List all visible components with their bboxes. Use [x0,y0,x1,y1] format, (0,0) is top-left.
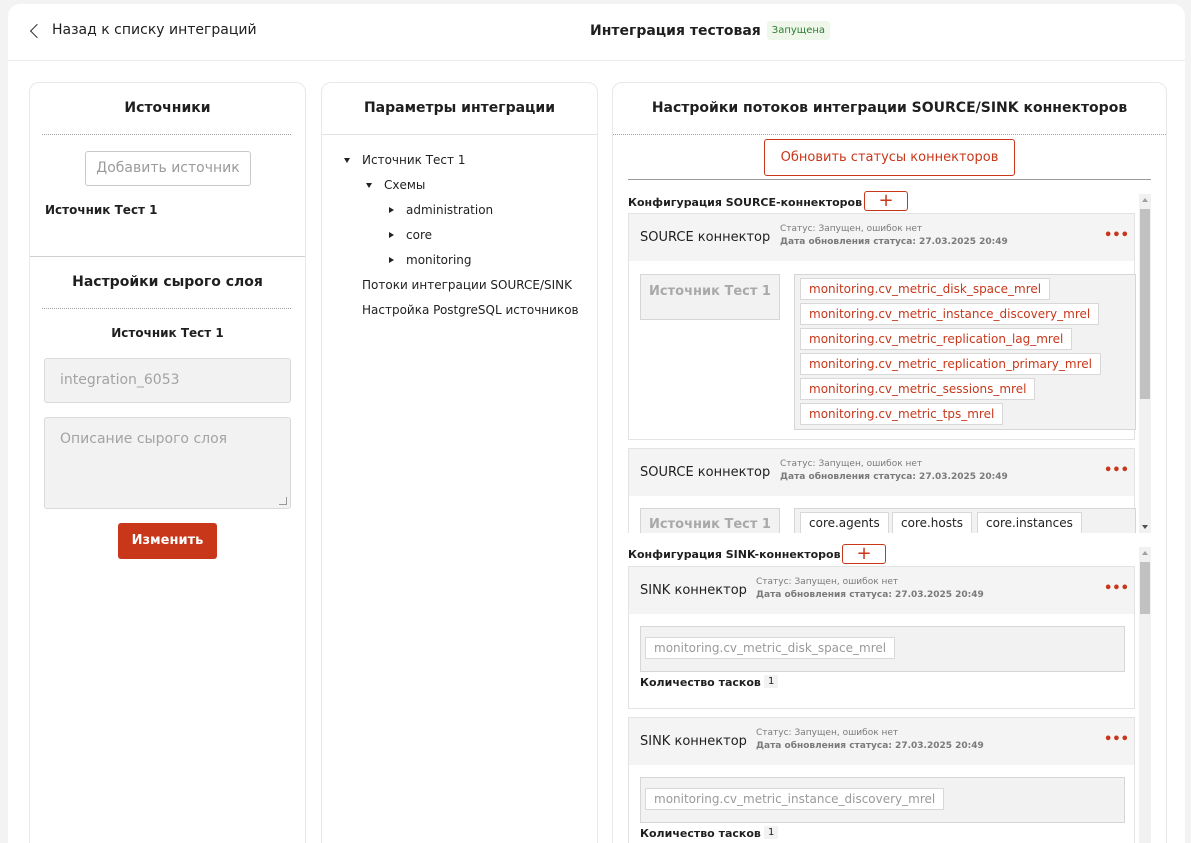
sources-panel [29,82,306,843]
tree-node-schema-core[interactable] [389,228,432,242]
table-tag[interactable]: monitoring.cv_metric_replication_primary_mrel [800,353,1101,375]
tasks-count-value: 1 [764,826,778,839]
table-tag[interactable]: core.instances [977,512,1082,533]
tree-node-label: Настройка PostgreSQL источников [362,303,579,317]
refresh-statuses-button[interactable]: Обновить статусы коннекторов [764,139,1015,176]
tree-node-schemas[interactable] [366,178,425,192]
page-header [8,4,1185,61]
source-list-scrollbar[interactable] [1139,194,1151,533]
connector-updated-text: Дата обновления статуса: 27.03.2025 20:49 [780,472,1008,482]
page-title: Интеграция тестовая [590,22,761,39]
raw-layer-name-field[interactable]: integration_6053 [44,358,291,403]
more-options-icon[interactable]: ••• [1104,732,1129,747]
connector-source-box: Источник Тест 1 [640,508,780,533]
table-tag: monitoring.cv_metric_disk_space_mrel [645,637,895,659]
back-link[interactable] [32,22,257,38]
plus-icon: + [856,543,872,564]
caret-down-icon[interactable] [366,183,372,188]
table-tag[interactable]: monitoring.cv_metric_disk_space_mrel [800,278,1050,300]
plus-icon: + [878,190,894,211]
connector-title: SINK коннектор [640,734,747,749]
tree-node-source[interactable] [344,153,465,167]
caret-down-icon[interactable] [344,158,350,163]
connector-source-box: Источник Тест 1 [640,274,780,320]
add-source-connector-button[interactable] [864,191,908,211]
sink-connector-card [628,566,1135,709]
caret-right-icon[interactable] [389,232,394,238]
caret-right-icon[interactable] [389,257,394,263]
resize-handle-icon[interactable] [279,497,287,505]
tree-node-label: administration [406,203,494,217]
section-divider [30,256,305,257]
connector-status-text: Статус: Запущен, ошибок нет [756,728,899,738]
sink-list-scrollbar[interactable] [1139,547,1151,843]
table-tag[interactable]: core.agents [800,512,889,533]
chevron-left-icon [30,23,44,37]
connector-updated-text: Дата обновления статуса: 27.03.2025 20:49 [780,237,1008,247]
tree-node-label: Потоки интеграции SOURCE/SINK [362,278,573,292]
raw-layer-description-field[interactable] [44,417,291,509]
connector-status [780,458,1008,484]
connector-tables-box [794,508,1136,533]
tree-node-label: core [406,228,432,242]
connector-tables-box [794,274,1136,430]
sink-connectors-list[interactable] [628,566,1151,843]
tree-node-schema-monitoring[interactable] [389,253,472,267]
connector-updated-text: Дата обновления статуса: 27.03.2025 20:49 [756,741,984,751]
sink-connector-card [628,717,1135,843]
add-sink-connector-button[interactable] [842,544,886,564]
connector-updated-text: Дата обновления статуса: 27.03.2025 20:49 [756,590,984,600]
more-options-icon[interactable]: ••• [1104,228,1129,243]
source-connector-card [628,448,1135,533]
sources-title: Источники [124,100,211,116]
connector-table-box [640,626,1125,672]
connector-status-text: Статус: Запущен, ошибок нет [756,577,899,587]
scroll-down-icon[interactable] [1142,525,1148,529]
divider [613,134,1166,135]
table-tag[interactable]: monitoring.cv_metric_replication_lag_mrel [800,328,1072,350]
divider [42,134,291,135]
connector-status-text: Статус: Запущен, ошибок нет [780,224,923,234]
tree-node-flows[interactable] [362,278,572,292]
table-tag[interactable]: monitoring.cv_metric_instance_discovery_mrel [800,303,1099,325]
scroll-up-icon[interactable] [1142,198,1148,202]
source-connector-card [628,213,1135,440]
back-link-label: Назад к списку интеграций [52,22,257,38]
tree-node-label: monitoring [406,253,472,267]
edit-button[interactable]: Изменить [118,523,217,559]
connector-title: SOURCE коннектор [640,230,771,245]
scroll-up-icon[interactable] [1142,551,1148,555]
params-title: Параметры интеграции [363,100,556,116]
table-tag[interactable]: monitoring.cv_metric_tps_mrel [800,403,1003,425]
sink-config-label: Конфигурация SINK-коннекторов [628,548,841,561]
add-source-button[interactable]: Добавить источник [85,151,251,186]
app-window [8,4,1185,843]
divider [628,179,1151,180]
flows-panel [612,82,1167,843]
source-config-label: Конфигурация SOURCE-коннекторов [628,196,863,209]
connector-status [780,223,1008,249]
scrollbar-thumb[interactable] [1140,209,1150,399]
tree-node-label: Источник Тест 1 [362,153,466,167]
tree-node-postgresql[interactable] [362,303,579,317]
source-connectors-list[interactable] [628,213,1151,533]
connector-status [756,576,984,602]
tasks-count-value: 1 [764,675,778,688]
tree-node-label: Схемы [384,178,426,192]
description-placeholder: Описание сырого слоя [60,431,228,447]
integration-title-wrap [590,21,830,40]
connector-table-box [640,777,1125,823]
raw-layer-title: Настройки сырого слоя [72,274,263,290]
source-item[interactable]: Источник Тест 1 [45,203,158,217]
table-tag[interactable]: monitoring.cv_metric_sessions_mrel [800,378,1035,400]
params-panel [321,82,598,843]
tasks-count-label: Количество тасков [640,676,761,689]
tree-node-schema-administration[interactable] [389,203,493,217]
table-tag: monitoring.cv_metric_instance_discovery_mrel [645,788,944,810]
scrollbar-thumb[interactable] [1140,562,1150,614]
status-badge: Запущена [767,21,830,40]
connector-status-text: Статус: Запущен, ошибок нет [780,459,923,469]
more-options-icon[interactable]: ••• [1104,463,1129,478]
tasks-count-label: Количество тасков [640,827,761,840]
caret-right-icon[interactable] [389,207,394,213]
connector-title: SOURCE коннектор [640,465,771,480]
flows-title: Настройки потоков интеграции SOURCE/SINK коннекторов [651,100,1128,116]
more-options-icon[interactable]: ••• [1104,581,1129,596]
divider [322,134,597,135]
divider [42,308,291,309]
raw-layer-source-name: Источник Тест 1 [111,326,224,340]
connector-title: SINK коннектор [640,583,747,598]
connector-status [756,727,984,753]
table-tag[interactable]: core.hosts [892,512,972,533]
